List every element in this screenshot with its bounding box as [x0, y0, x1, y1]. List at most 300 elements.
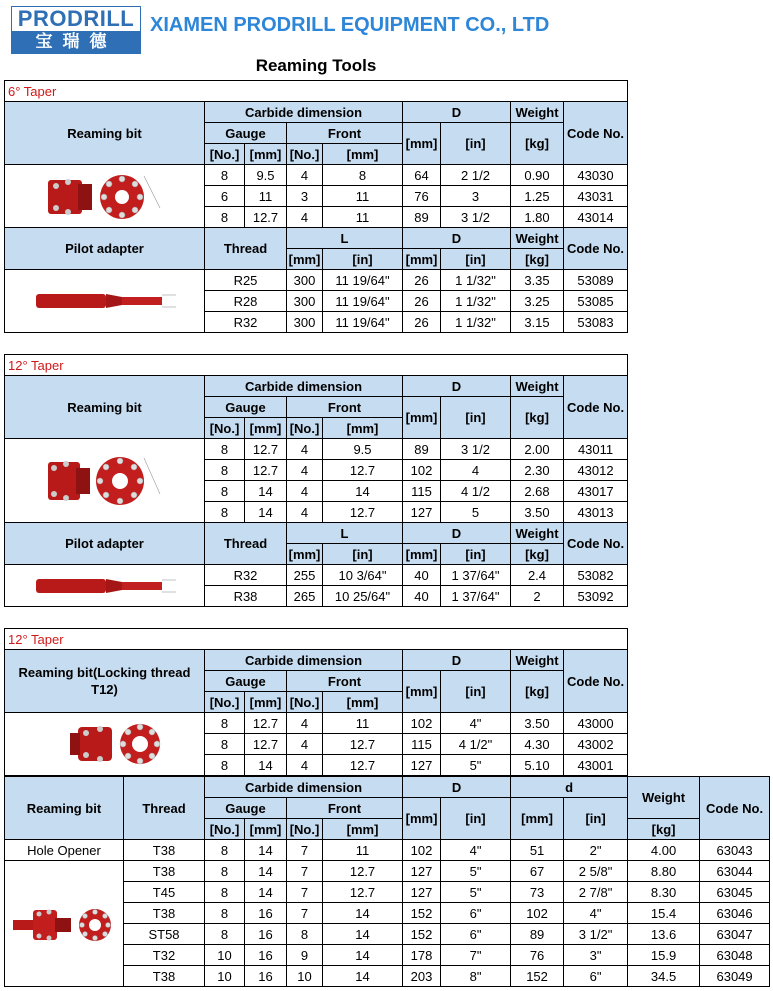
code-no: 43013	[564, 502, 628, 523]
weight: 2.68	[511, 481, 564, 502]
weight: 2.30	[511, 460, 564, 481]
front-no: 4	[287, 207, 323, 228]
gauge-mm-header: [mm]	[245, 144, 287, 165]
small-d-header: d	[511, 777, 628, 798]
d-header: D	[403, 228, 511, 249]
small-d-in: 3 1/2"	[564, 924, 628, 945]
weight: 5.10	[511, 755, 564, 776]
l-mm: 265	[287, 586, 323, 607]
thread: T38	[124, 840, 205, 861]
gauge-no-header: [No.]	[205, 692, 245, 713]
gauge-no-header: [No.]	[205, 819, 245, 840]
d-mm-header: [mm]	[403, 671, 441, 713]
d-in: 3 1/2	[441, 207, 511, 228]
pilot-adapter-image	[5, 270, 205, 333]
front-mm: 14	[323, 903, 403, 924]
section-caption: 12° Taper	[5, 355, 628, 376]
reaming-bit-image	[5, 165, 205, 228]
gauge-no-header: [No.]	[205, 418, 245, 439]
section-caption: 12° Taper	[5, 629, 628, 650]
code-no: 63048	[700, 945, 770, 966]
weight: 8.30	[628, 882, 700, 903]
gauge-header: Gauge	[205, 671, 287, 692]
carbide-header: Carbide dimension	[205, 376, 403, 397]
page-title: Reaming Tools	[255, 56, 377, 75]
gauge-no: 8	[205, 734, 245, 755]
front-mm: 9.5	[323, 439, 403, 460]
code-no: 53089	[564, 270, 628, 291]
thread: T45	[124, 882, 205, 903]
front-mm: 11	[323, 207, 403, 228]
table-hole-opener	[4, 776, 770, 987]
section-caption: 6° Taper	[5, 81, 628, 102]
front-no: 4	[287, 165, 323, 186]
front-mm: 11	[323, 186, 403, 207]
code-no: 63046	[700, 903, 770, 924]
d-in: 4 1/2	[441, 481, 511, 502]
code-no: 43011	[564, 439, 628, 460]
d-in: 1 37/64"	[441, 586, 511, 607]
l-in-header: [in]	[323, 249, 403, 270]
code-header: Code No.	[564, 650, 628, 713]
front-mm: 8	[323, 165, 403, 186]
gauge-mm: 14	[245, 502, 287, 523]
d-in-header: [in]	[441, 544, 511, 565]
weight-header: Weight	[511, 523, 564, 544]
code-no: 63043	[700, 840, 770, 861]
weight: 3.15	[511, 312, 564, 333]
kg-header: [kg]	[628, 819, 700, 840]
front-mm: 14	[323, 945, 403, 966]
gauge-mm: 12.7	[245, 439, 287, 460]
gauge-mm-header: [mm]	[245, 819, 287, 840]
weight: 2.00	[511, 439, 564, 460]
front-mm-header: [mm]	[323, 418, 403, 439]
gauge-mm: 14	[245, 840, 287, 861]
table-12-taper	[4, 354, 628, 607]
gauge-mm: 12.7	[245, 734, 287, 755]
front-no: 10	[287, 966, 323, 987]
kg-header: [kg]	[511, 544, 564, 565]
thread: ST58	[124, 924, 205, 945]
d-mm: 26	[403, 270, 441, 291]
l-in: 11 19/64"	[323, 270, 403, 291]
code-header: Code No.	[700, 777, 770, 840]
gauge-no-header: [No.]	[205, 144, 245, 165]
front-no: 8	[287, 924, 323, 945]
front-header: Front	[287, 123, 403, 144]
pilot-adapter-header: Pilot adapter	[5, 523, 205, 565]
gauge-mm: 12.7	[245, 713, 287, 734]
l-in: 11 19/64"	[323, 291, 403, 312]
front-no-header: [No.]	[287, 692, 323, 713]
carbide-header: Carbide dimension	[205, 102, 403, 123]
code-no: 63047	[700, 924, 770, 945]
weight-header: Weight	[511, 228, 564, 249]
front-mm: 14	[323, 966, 403, 987]
gauge-no: 8	[205, 882, 245, 903]
code-no: 63045	[700, 882, 770, 903]
carbide-header: Carbide dimension	[205, 777, 403, 798]
gauge-no: 8	[205, 861, 245, 882]
l-in: 10 3/64"	[323, 565, 403, 586]
table-row	[5, 439, 628, 460]
l-mm: 300	[287, 312, 323, 333]
small-d-in-header: [in]	[564, 798, 628, 840]
small-d-in: 6"	[564, 966, 628, 987]
d-mm-header: [mm]	[403, 123, 441, 165]
d-mm: 26	[403, 312, 441, 333]
code-no: 53083	[564, 312, 628, 333]
gauge-mm: 16	[245, 966, 287, 987]
d-in: 4"	[441, 840, 511, 861]
l-mm-header: [mm]	[287, 249, 323, 270]
gauge-no: 8	[205, 755, 245, 776]
l-in: 10 25/64"	[323, 586, 403, 607]
pilot-adapter-image	[5, 565, 205, 607]
reaming-bit-header: Reaming bit	[5, 777, 124, 840]
code-header: Code No.	[564, 376, 628, 439]
table-12-taper-locking	[4, 628, 628, 776]
front-no: 4	[287, 439, 323, 460]
gauge-no: 8	[205, 840, 245, 861]
d-header: D	[403, 376, 511, 397]
d-mm: 76	[403, 186, 441, 207]
front-mm-header: [mm]	[323, 692, 403, 713]
hole-opener-label: Hole Opener	[5, 840, 124, 861]
small-d-in: 2 5/8"	[564, 861, 628, 882]
weight: 15.9	[628, 945, 700, 966]
thread-header: Thread	[205, 523, 287, 565]
front-mm: 14	[323, 481, 403, 502]
gauge-no: 8	[205, 460, 245, 481]
front-no: 3	[287, 186, 323, 207]
d-mm: 64	[403, 165, 441, 186]
gauge-no: 8	[205, 165, 245, 186]
d-in: 6"	[441, 924, 511, 945]
code-no: 63044	[700, 861, 770, 882]
d-in: 2 1/2	[441, 165, 511, 186]
d-mm-header: [mm]	[403, 397, 441, 439]
code-no: 53085	[564, 291, 628, 312]
weight: 15.4	[628, 903, 700, 924]
weight-header: Weight	[511, 102, 564, 123]
front-mm: 11	[323, 840, 403, 861]
weight: 3.50	[511, 502, 564, 523]
code-no: 43014	[564, 207, 628, 228]
d-mm: 127	[403, 861, 441, 882]
gauge-no: 8	[205, 924, 245, 945]
table-row	[5, 713, 628, 734]
front-mm-header: [mm]	[323, 819, 403, 840]
thread-header: Thread	[124, 777, 205, 840]
d-mm: 127	[403, 502, 441, 523]
kg-header: [kg]	[511, 249, 564, 270]
front-mm: 12.7	[323, 755, 403, 776]
d-in-header: [in]	[441, 671, 511, 713]
thread: R38	[205, 586, 287, 607]
d-header: D	[403, 523, 511, 544]
thread: T32	[124, 945, 205, 966]
d-mm: 115	[403, 481, 441, 502]
gauge-header: Gauge	[205, 798, 287, 819]
front-no-header: [No.]	[287, 819, 323, 840]
d-in: 7"	[441, 945, 511, 966]
d-mm: 89	[403, 439, 441, 460]
thread: R28	[205, 291, 287, 312]
weight: 0.90	[511, 165, 564, 186]
small-d-in: 2"	[564, 840, 628, 861]
weight: 1.80	[511, 207, 564, 228]
code-no: 43017	[564, 481, 628, 502]
l-mm: 300	[287, 291, 323, 312]
weight-header: Weight	[511, 650, 564, 671]
reaming-bit-header: Reaming bit	[5, 102, 205, 165]
thread: T38	[124, 861, 205, 882]
gauge-no: 6	[205, 186, 245, 207]
l-header: L	[287, 523, 403, 544]
small-d-mm: 89	[511, 924, 564, 945]
code-no: 43002	[564, 734, 628, 755]
gauge-mm: 12.7	[245, 207, 287, 228]
small-d-in: 3"	[564, 945, 628, 966]
logo-text-en: PRODRILL	[12, 7, 140, 31]
gauge-no: 8	[205, 207, 245, 228]
carbide-header: Carbide dimension	[205, 650, 403, 671]
table-row	[5, 165, 628, 186]
d-in: 4 1/2"	[441, 734, 511, 755]
reaming-bit-image	[5, 713, 205, 776]
small-d-in: 2 7/8"	[564, 882, 628, 903]
code-no: 43030	[564, 165, 628, 186]
front-mm: 11	[323, 713, 403, 734]
d-mm: 40	[403, 586, 441, 607]
kg-header: [kg]	[511, 397, 564, 439]
company-logo	[11, 6, 141, 54]
d-header: D	[403, 650, 511, 671]
d-in-header: [in]	[441, 397, 511, 439]
d-in: 1 1/32"	[441, 270, 511, 291]
gauge-no: 10	[205, 966, 245, 987]
small-d-in: 4"	[564, 903, 628, 924]
l-mm: 300	[287, 270, 323, 291]
weight: 8.80	[628, 861, 700, 882]
small-d-mm: 102	[511, 903, 564, 924]
table-row	[5, 565, 628, 586]
gauge-no: 8	[205, 713, 245, 734]
code-no: 43000	[564, 713, 628, 734]
gauge-mm: 12.7	[245, 460, 287, 481]
front-no: 7	[287, 903, 323, 924]
d-in: 6"	[441, 903, 511, 924]
d-in: 4	[441, 460, 511, 481]
weight: 3.35	[511, 270, 564, 291]
d-mm: 102	[403, 460, 441, 481]
front-no: 4	[287, 460, 323, 481]
front-no-header: [No.]	[287, 144, 323, 165]
code-header: Code No.	[564, 102, 628, 165]
code-no: 43012	[564, 460, 628, 481]
table-row	[5, 270, 628, 291]
front-header: Front	[287, 798, 403, 819]
small-d-mm-header: [mm]	[511, 798, 564, 840]
front-no: 4	[287, 755, 323, 776]
gauge-no: 8	[205, 903, 245, 924]
d-in: 4"	[441, 713, 511, 734]
code-no: 43031	[564, 186, 628, 207]
d-header: D	[403, 102, 511, 123]
gauge-mm: 9.5	[245, 165, 287, 186]
l-mm-header: [mm]	[287, 544, 323, 565]
reaming-bit-image	[5, 439, 205, 523]
gauge-mm: 14	[245, 861, 287, 882]
gauge-mm: 16	[245, 945, 287, 966]
front-mm: 12.7	[323, 502, 403, 523]
thread: R32	[205, 565, 287, 586]
d-in-header: [in]	[441, 123, 511, 165]
gauge-mm: 11	[245, 186, 287, 207]
front-no: 4	[287, 734, 323, 755]
l-in-header: [in]	[323, 544, 403, 565]
l-in: 11 19/64"	[323, 312, 403, 333]
thread: T38	[124, 903, 205, 924]
d-mm: 178	[403, 945, 441, 966]
l-mm: 255	[287, 565, 323, 586]
d-mm-header: [mm]	[403, 544, 441, 565]
d-mm: 102	[403, 713, 441, 734]
gauge-mm: 14	[245, 882, 287, 903]
front-mm: 14	[323, 924, 403, 945]
reaming-bit-header: Reaming bit	[5, 376, 205, 439]
d-in: 1 1/32"	[441, 312, 511, 333]
d-in-header: [in]	[441, 249, 511, 270]
d-mm: 40	[403, 565, 441, 586]
small-d-mm: 73	[511, 882, 564, 903]
front-header: Front	[287, 671, 403, 692]
gauge-header: Gauge	[205, 123, 287, 144]
front-header: Front	[287, 397, 403, 418]
d-mm: 127	[403, 755, 441, 776]
front-mm: 12.7	[323, 861, 403, 882]
thread: R32	[205, 312, 287, 333]
d-in: 5	[441, 502, 511, 523]
front-mm: 12.7	[323, 882, 403, 903]
d-mm: 152	[403, 924, 441, 945]
thread: R25	[205, 270, 287, 291]
weight: 2.4	[511, 565, 564, 586]
small-d-mm: 152	[511, 966, 564, 987]
weight-header: Weight	[511, 376, 564, 397]
weight: 34.5	[628, 966, 700, 987]
front-no: 4	[287, 713, 323, 734]
small-d-mm: 67	[511, 861, 564, 882]
d-in-header: [in]	[441, 798, 511, 840]
table-row	[5, 861, 770, 882]
gauge-mm-header: [mm]	[245, 692, 287, 713]
d-in: 5"	[441, 861, 511, 882]
gauge-header: Gauge	[205, 397, 287, 418]
logo-text-cn: 宝瑞德	[12, 31, 140, 53]
d-in: 3	[441, 186, 511, 207]
front-no-header: [No.]	[287, 418, 323, 439]
weight: 3.50	[511, 713, 564, 734]
d-mm: 152	[403, 903, 441, 924]
kg-header: [kg]	[511, 671, 564, 713]
d-mm: 127	[403, 882, 441, 903]
reaming-bit-header: Reaming bit(Locking thread T12)	[5, 650, 205, 713]
front-mm-header: [mm]	[323, 144, 403, 165]
gauge-mm: 16	[245, 924, 287, 945]
front-no: 7	[287, 861, 323, 882]
front-mm: 12.7	[323, 460, 403, 481]
weight: 4.30	[511, 734, 564, 755]
weight: 3.25	[511, 291, 564, 312]
small-d-mm: 51	[511, 840, 564, 861]
weight: 13.6	[628, 924, 700, 945]
thread: T38	[124, 966, 205, 987]
kg-header: [kg]	[511, 123, 564, 165]
table-row	[5, 840, 770, 861]
front-no: 9	[287, 945, 323, 966]
hole-opener-image	[5, 861, 124, 987]
code-header: Code No.	[564, 523, 628, 565]
weight: 2	[511, 586, 564, 607]
weight: 4.00	[628, 840, 700, 861]
l-header: L	[287, 228, 403, 249]
d-in: 5"	[441, 755, 511, 776]
d-mm: 26	[403, 291, 441, 312]
gauge-no: 8	[205, 502, 245, 523]
gauge-mm: 16	[245, 903, 287, 924]
code-header: Code No.	[564, 228, 628, 270]
code-no: 53092	[564, 586, 628, 607]
d-mm: 115	[403, 734, 441, 755]
d-in: 1 1/32"	[441, 291, 511, 312]
d-mm-header: [mm]	[403, 249, 441, 270]
front-no: 7	[287, 840, 323, 861]
table-6-taper	[4, 80, 628, 333]
gauge-no: 10	[205, 945, 245, 966]
d-mm: 102	[403, 840, 441, 861]
d-in: 3 1/2	[441, 439, 511, 460]
front-no: 4	[287, 481, 323, 502]
d-mm: 89	[403, 207, 441, 228]
thread-header: Thread	[205, 228, 287, 270]
gauge-no: 8	[205, 439, 245, 460]
d-in: 1 37/64"	[441, 565, 511, 586]
weight: 1.25	[511, 186, 564, 207]
front-no: 7	[287, 882, 323, 903]
gauge-mm: 14	[245, 755, 287, 776]
d-in: 8"	[441, 966, 511, 987]
d-mm: 203	[403, 966, 441, 987]
gauge-no: 8	[205, 481, 245, 502]
gauge-mm: 14	[245, 481, 287, 502]
small-d-mm: 76	[511, 945, 564, 966]
front-mm: 12.7	[323, 734, 403, 755]
pilot-adapter-header: Pilot adapter	[5, 228, 205, 270]
company-name: XIAMEN PRODRILL EQUIPMENT CO., LTD	[150, 14, 550, 36]
front-no: 4	[287, 502, 323, 523]
gauge-mm-header: [mm]	[245, 418, 287, 439]
weight-header: Weight	[628, 777, 700, 819]
d-in: 5"	[441, 882, 511, 903]
code-no: 53082	[564, 565, 628, 586]
code-no: 63049	[700, 966, 770, 987]
d-mm-header: [mm]	[403, 798, 441, 840]
d-header: D	[403, 777, 511, 798]
code-no: 43001	[564, 755, 628, 776]
